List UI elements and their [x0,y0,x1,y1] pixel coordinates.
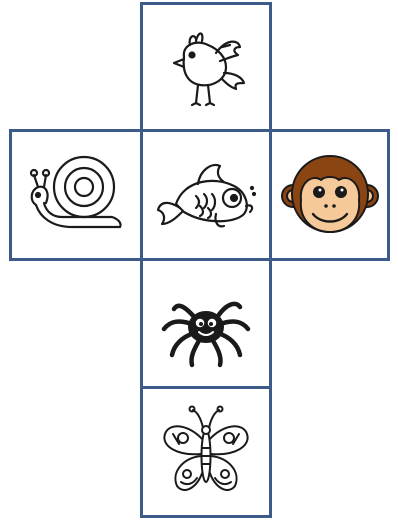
face-top [140,2,272,132]
face-right [269,129,390,261]
face-center [140,129,272,261]
bird-icon [156,17,256,117]
face-lower-middle [140,258,272,389]
butterfly-icon [159,400,253,504]
monkey-icon [281,146,379,244]
spider-icon [154,279,258,369]
snail-icon [22,147,130,243]
face-left [9,129,143,261]
face-bottom [140,386,272,518]
fish-icon [154,150,258,240]
